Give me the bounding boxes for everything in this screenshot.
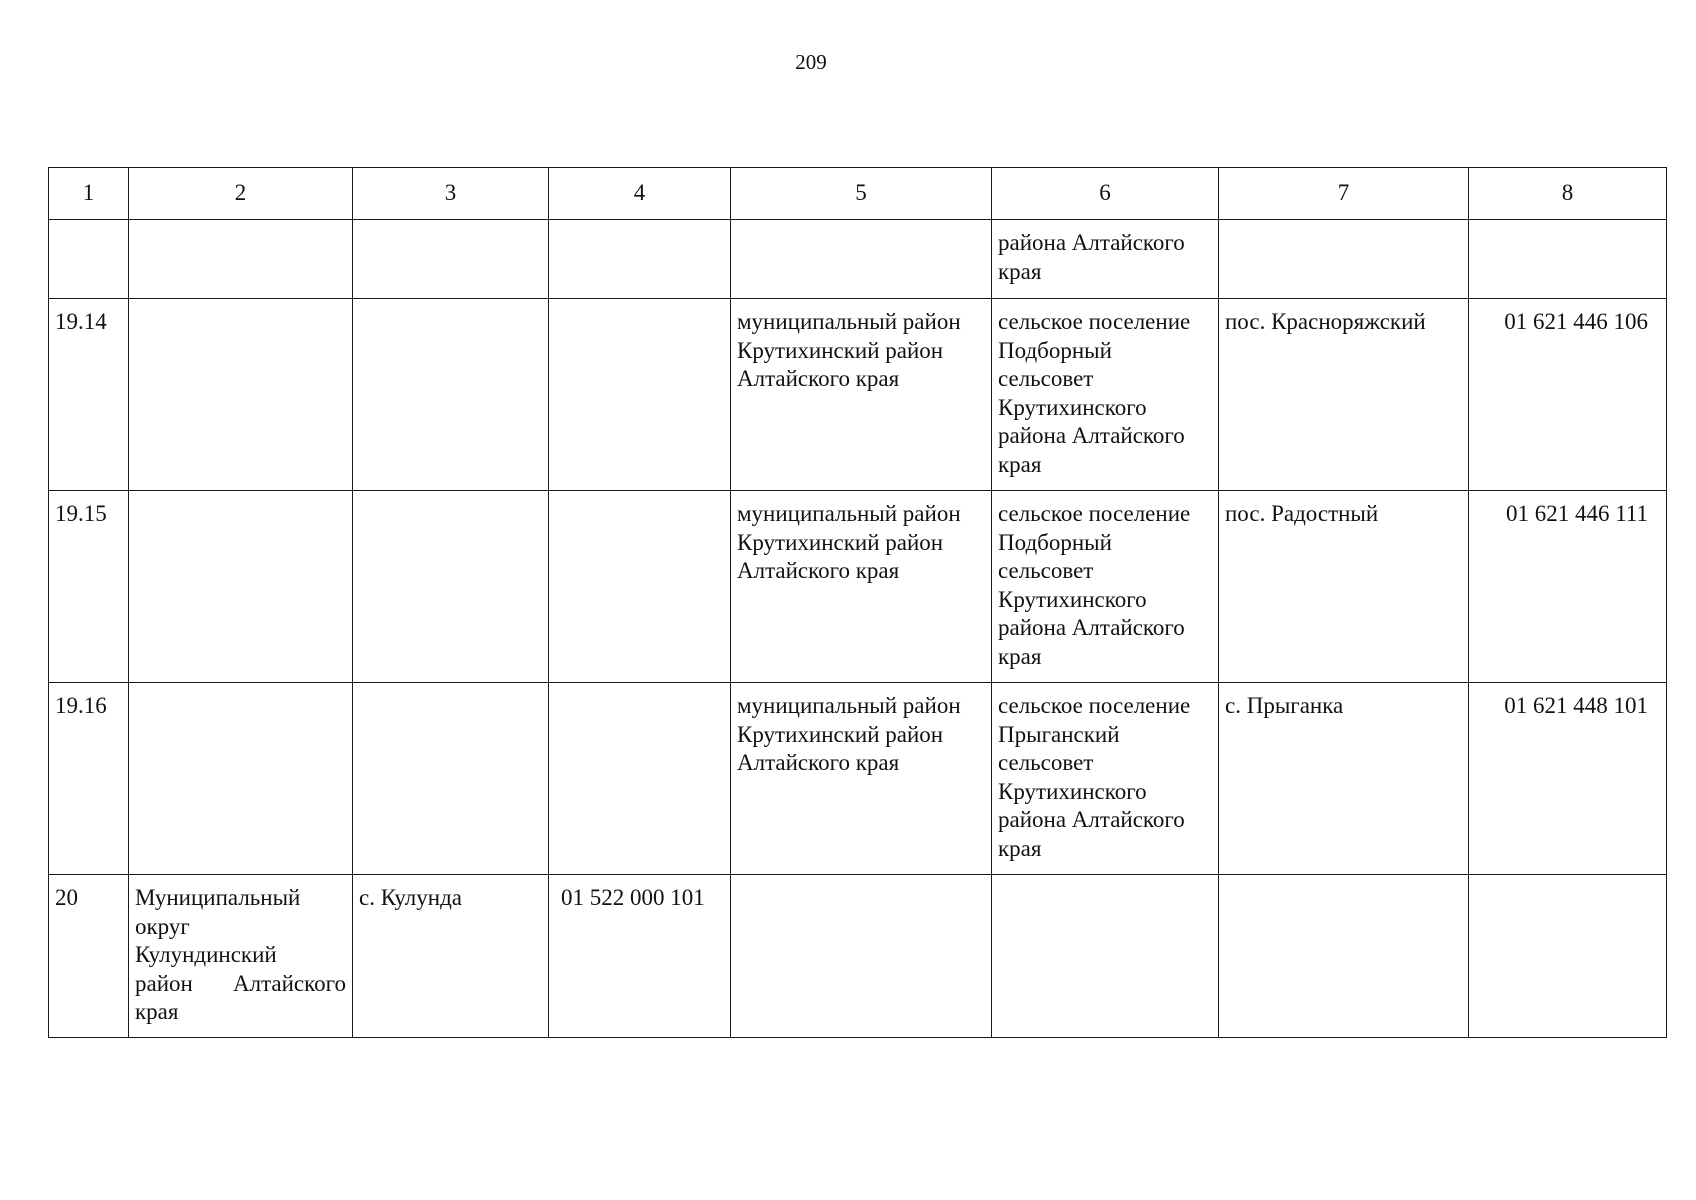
- cell-word: район: [135, 970, 193, 996]
- cell-locality: пос. Красноряжский: [1219, 299, 1469, 491]
- column-header: 5: [731, 168, 992, 220]
- cell-locality: [1219, 220, 1469, 299]
- cell-municipal-district: [731, 875, 992, 1038]
- cell-number: 19.15: [49, 491, 129, 683]
- cell-municipal-district: [731, 491, 992, 683]
- cell-code: [549, 491, 731, 683]
- cell-line: сельское поселение: [998, 309, 1191, 334]
- cell-line: Крутихинский район: [737, 721, 944, 747]
- cell-line: края: [998, 451, 1042, 477]
- cell-word: Алтайского: [232, 970, 346, 996]
- cell-center: [353, 220, 549, 299]
- cell-district: [129, 220, 353, 299]
- cell-settlement: [992, 683, 1219, 875]
- cell-number: 20: [49, 875, 129, 1038]
- cell-line: края: [998, 643, 1042, 669]
- cell-line: Крутихинского: [998, 586, 1147, 612]
- cell-line: Муниципальный: [135, 885, 301, 910]
- cell-line: сельское поселение: [998, 693, 1191, 718]
- column-header: 6: [992, 168, 1219, 220]
- document-table: [48, 167, 1667, 1038]
- table-row: [49, 683, 1667, 875]
- cell-center: [353, 299, 549, 491]
- cell-district: [129, 875, 353, 1038]
- cell-oktmo: [1469, 220, 1667, 299]
- table-row: [49, 491, 1667, 683]
- cell-line: края: [998, 258, 1042, 284]
- cell-line: [135, 970, 346, 999]
- cell-line: Алтайского края: [737, 366, 900, 391]
- cell-settlement: [992, 875, 1219, 1038]
- cell-line: муниципальный район: [737, 309, 961, 334]
- cell-line: сельское поселение: [998, 501, 1191, 526]
- cell-oktmo: 01 621 448 101: [1469, 683, 1667, 875]
- cell-center: [353, 683, 549, 875]
- cell-center: с. Кулунда: [353, 875, 549, 1038]
- cell-line: Кулундинский: [135, 942, 277, 967]
- cell-line: Крутихинский район: [737, 337, 944, 363]
- cell-locality: [1219, 875, 1469, 1038]
- cell-locality: пос. Радостный: [1219, 491, 1469, 683]
- table-row: [49, 299, 1667, 491]
- cell-code: 01 522 000 101: [549, 875, 731, 1038]
- table-row: [49, 220, 1667, 299]
- cell-line: Крутихинского: [998, 778, 1147, 804]
- column-header: 4: [549, 168, 731, 220]
- cell-line: муниципальный район: [737, 501, 961, 526]
- cell-line: Подборный: [998, 337, 1112, 363]
- cell-oktmo: 01 621 446 111: [1469, 491, 1667, 683]
- table-header-row: [49, 168, 1667, 220]
- cell-line: района Алтайского: [998, 230, 1185, 255]
- cell-code: [549, 220, 731, 299]
- cell-line: округ: [135, 913, 190, 939]
- cell-line: Алтайского края: [737, 558, 900, 583]
- cell-line: Крутихинского: [998, 394, 1147, 420]
- cell-line: сельсовет: [998, 558, 1094, 583]
- cell-code: [549, 683, 731, 875]
- cell-line: края: [998, 835, 1042, 861]
- cell-center: [353, 491, 549, 683]
- cell-line: Прыганский: [998, 721, 1120, 747]
- cell-settlement: [992, 299, 1219, 491]
- cell-municipal-district: [731, 220, 992, 299]
- cell-district: [129, 299, 353, 491]
- column-header: 3: [353, 168, 549, 220]
- cell-municipal-district: [731, 299, 992, 491]
- cell-line: Подборный: [998, 529, 1112, 555]
- cell-line: района Алтайского: [998, 615, 1185, 640]
- column-header: 2: [129, 168, 353, 220]
- page-number: 209: [795, 50, 827, 74]
- cell-line: района Алтайского: [998, 423, 1185, 448]
- cell-district: [129, 491, 353, 683]
- cell-locality: с. Прыганка: [1219, 683, 1469, 875]
- cell-number: [49, 220, 129, 299]
- column-header: 7: [1219, 168, 1469, 220]
- cell-oktmo: 01 621 446 106: [1469, 299, 1667, 491]
- cell-settlement: [992, 491, 1219, 683]
- column-header: 1: [49, 168, 129, 220]
- cell-number: 19.16: [49, 683, 129, 875]
- cell-number: 19.14: [49, 299, 129, 491]
- cell-line: Алтайского края: [737, 750, 900, 775]
- cell-municipal-district: [731, 683, 992, 875]
- cell-oktmo: [1469, 875, 1667, 1038]
- cell-settlement: [992, 220, 1219, 299]
- cell-line: района Алтайского: [998, 807, 1185, 832]
- cell-line: сельсовет: [998, 750, 1094, 775]
- cell-line: муниципальный район: [737, 693, 961, 718]
- cell-line: сельсовет: [998, 366, 1094, 391]
- cell-district: [129, 683, 353, 875]
- cell-line: Крутихинский район: [737, 529, 944, 555]
- cell-code: [549, 299, 731, 491]
- cell-line: края: [135, 999, 179, 1024]
- column-header: 8: [1469, 168, 1667, 220]
- table-row: [49, 875, 1667, 1038]
